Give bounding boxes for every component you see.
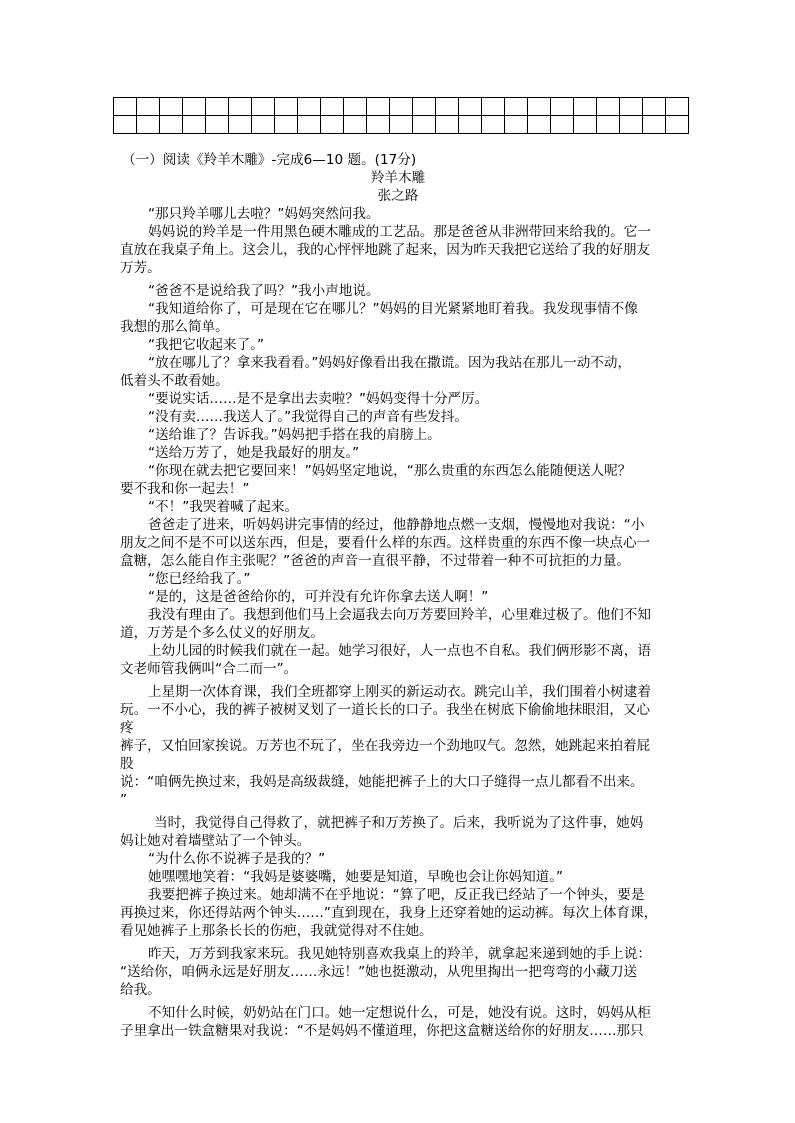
passage-line: “我把它收起来了。” xyxy=(148,337,265,353)
passage-line: 万芳。 xyxy=(120,260,161,276)
grid-cell xyxy=(620,98,643,116)
passage-line: 给我。 xyxy=(120,982,161,998)
passage-line: “我知道给你了，可是现在它在哪儿？”妈妈的目光紧紧地盯着我。我发现事情不像 xyxy=(148,301,638,317)
grid-cell xyxy=(666,116,689,134)
passage-line: 看见她裤子上那条长长的伤疤，我就觉得对不住她。 xyxy=(120,923,433,939)
grid-cell xyxy=(505,116,528,134)
passage-line: 要不我和你一起去！” xyxy=(120,481,250,497)
grid-cell xyxy=(229,116,252,134)
grid-cell xyxy=(436,98,459,116)
passage-line: 再换过来，你还得站两个钟头……”直到现在，我身上还穿着她的运动裤。每次上体育课， xyxy=(120,905,658,921)
passage-line: 说：“咱俩先换过来，我妈是高级裁缝，她能把裤子上的大口子缝得一点儿都看不出来。 xyxy=(120,774,644,790)
grid-cell xyxy=(528,98,551,116)
grid-cell xyxy=(643,98,666,116)
passage-line: 子里拿出一铁盒糖果对我说：“不是妈妈不懂道理，你把这盒糖送给你的好朋友……那只 xyxy=(120,1023,644,1039)
grid-cell xyxy=(321,98,344,116)
passage-line: 上幼儿园的时候我们就在一起。她学习很好，人一点也不自私。我们俩形影不离，语 xyxy=(148,643,651,659)
passage-line: “你现在就去把它要回来！”妈妈坚定地说，“那么贵重的东西怎么能随便送人呢？ xyxy=(148,463,632,479)
grid-cell xyxy=(436,116,459,134)
grid-cell xyxy=(252,98,275,116)
grid-cell xyxy=(643,116,666,134)
grid-cell xyxy=(160,98,183,116)
passage-line: 我要把裤子换过来。她却满不在乎地说：“算了吧，反正我已经站了一个钟头，要是 xyxy=(148,887,645,903)
reading-passage xyxy=(120,151,680,1040)
grid-cell xyxy=(574,116,597,134)
grid-cell xyxy=(160,116,183,134)
passage-line: 昨天，万芳到我家来玩。我见她特别喜欢我桌上的羚羊，就拿起来递到她的手上说： xyxy=(148,946,651,962)
grid-cell xyxy=(528,116,551,134)
grid-cell xyxy=(344,98,367,116)
passage-line: 道，万芳是个多么仗义的好朋友。 xyxy=(120,625,324,641)
passage-line: “放在哪儿了？拿来我看看。”妈妈好像看出我在撒谎。因为我站在那儿一动不动， xyxy=(148,355,632,371)
grid-cell xyxy=(275,98,298,116)
passage-line: “为什么你不说裤子是我的？” xyxy=(148,851,326,867)
grid-cell xyxy=(482,116,505,134)
grid-cell xyxy=(206,98,229,116)
grid-cell xyxy=(482,98,505,116)
grid-cell xyxy=(298,116,321,134)
answer-writing-grid xyxy=(113,97,689,134)
article-author: 张之路 xyxy=(377,188,419,204)
passage-line: 她嘿嘿地笑着：“我妈是婆婆嘴，她要是知道，早晚也会让你妈知道。” xyxy=(148,869,564,885)
passage-line: 上星期一次体育课，我们全班都穿上刚买的新运动衣。跳完山羊，我们围着小树逮着 xyxy=(148,684,651,700)
passage-line: 裤子，又怕回家挨说。万芳也不玩了，坐在我旁边一个劲地叹气。忽然，她跳起来拍着屁 xyxy=(120,738,651,754)
grid-cell xyxy=(298,98,321,116)
grid-cell xyxy=(551,116,574,134)
passage-line: 不知什么时候，奶奶站在门口。她一定想说什么，可是，她没有说。这时，妈妈从柜 xyxy=(148,1005,651,1021)
passage-line: “要说实话……是不是拿出去卖啦？”妈妈变得十分严厉。 xyxy=(148,391,489,407)
grid-cell xyxy=(183,98,206,116)
grid-cell xyxy=(367,98,390,116)
grid-cell xyxy=(459,98,482,116)
grid-cell xyxy=(459,116,482,134)
passage-line: “不！”我哭着喊了起来。 xyxy=(148,499,299,515)
passage-line: “是的，这是爸爸给你的，可并没有允许你拿去送人啊！” xyxy=(148,589,489,605)
passage-line: “没有卖……我送人了。”我觉得自己的声音有些发抖。 xyxy=(148,409,468,425)
grid-cell xyxy=(137,116,160,134)
grid-cell xyxy=(137,98,160,116)
grid-cell xyxy=(114,98,137,116)
passage-line: 我没有理由了。我想到他们马上会逼我去向万芳要回羚羊，心里难过极了。他们不知 xyxy=(148,607,651,623)
grid-cell xyxy=(597,116,620,134)
passage-line: 股 xyxy=(120,756,134,772)
grid-cell xyxy=(206,116,229,134)
grid-cell xyxy=(620,116,643,134)
passage-line: “送给你，咱俩永远是好朋友……永远！”她也挺激动，从兜里掏出一把弯弯的小藏刀送 xyxy=(120,964,638,980)
grid-cell xyxy=(367,116,390,134)
grid-cell xyxy=(413,116,436,134)
passage-line: 妈让她对着墙壁站了一个钟头。 xyxy=(120,833,311,849)
grid-cell xyxy=(666,98,689,116)
passage-line: “送给万芳了，她是我最好的朋友。” xyxy=(148,445,360,461)
grid-cell xyxy=(597,98,620,116)
passage-line: “您已经给我了。” xyxy=(148,571,251,587)
grid-cell xyxy=(183,116,206,134)
passage-line: 直放在我桌子角上。这会儿，我的心怦怦地跳了起来，因为昨天我把它送给了我的好朋友 xyxy=(120,242,651,258)
passage-line: 爸爸走了进来，听妈妈讲完事情的经过，他静静地点燃一支烟，慢慢地对我说：“小 xyxy=(148,517,645,533)
passage-line: 妈妈说的羚羊是一件用黑色硬木雕成的工艺品。那是爸爸从非洲带回来给我的。它一 xyxy=(148,224,651,240)
grid-cell xyxy=(413,98,436,116)
passage-line: 朋友之间不是不可以送东西，但是，要看什么样的东西。这样贵重的东西不像一块点心一 xyxy=(120,535,651,551)
grid-cell xyxy=(390,116,413,134)
grid-cell xyxy=(321,116,344,134)
section-header: （一）阅读《羚羊木雕》-完成6—10 题。(17分) xyxy=(122,152,417,168)
grid-cell xyxy=(252,116,275,134)
passage-line: ” xyxy=(120,792,128,808)
article-title: 羚羊木雕 xyxy=(370,170,426,186)
passage-line: 当时，我觉得自己得救了，就把裤子和万芳换了。后来，我听说为了这件事，她妈 xyxy=(154,815,644,831)
grid-cell xyxy=(275,116,298,134)
grid-cell xyxy=(114,116,137,134)
grid-cell xyxy=(574,98,597,116)
grid-cell xyxy=(551,98,574,116)
passage-line: 玩。一不小心，我的裤子被树叉划了一道长长的口子。我坐在树底下偷偷地抹眼泪，又心 xyxy=(120,702,651,718)
passage-line: 文老师管我俩叫“合二而一”。 xyxy=(120,661,298,677)
passage-line: “爸爸不是说给我了吗？”我小声地说。 xyxy=(148,283,380,299)
passage-line: 我想的那么简单。 xyxy=(120,319,229,335)
grid-cell xyxy=(505,98,528,116)
passage-line: 疼 xyxy=(120,720,134,736)
grid-cell xyxy=(229,98,252,116)
passage-line: “那只羚羊哪儿去啦？”妈妈突然问我。 xyxy=(148,206,380,222)
passage-line: “送给谁了？告诉我。”妈妈把手搭在我的肩膀上。 xyxy=(148,427,441,443)
passage-line: 低着头不敢看她。 xyxy=(120,373,229,389)
grid-cell xyxy=(344,116,367,134)
passage-line: 盒糖，怎么能自作主张呢？”爸爸的声音一直很平静，不过带着一种不可抗拒的力量。 xyxy=(120,553,631,569)
grid-cell xyxy=(390,98,413,116)
